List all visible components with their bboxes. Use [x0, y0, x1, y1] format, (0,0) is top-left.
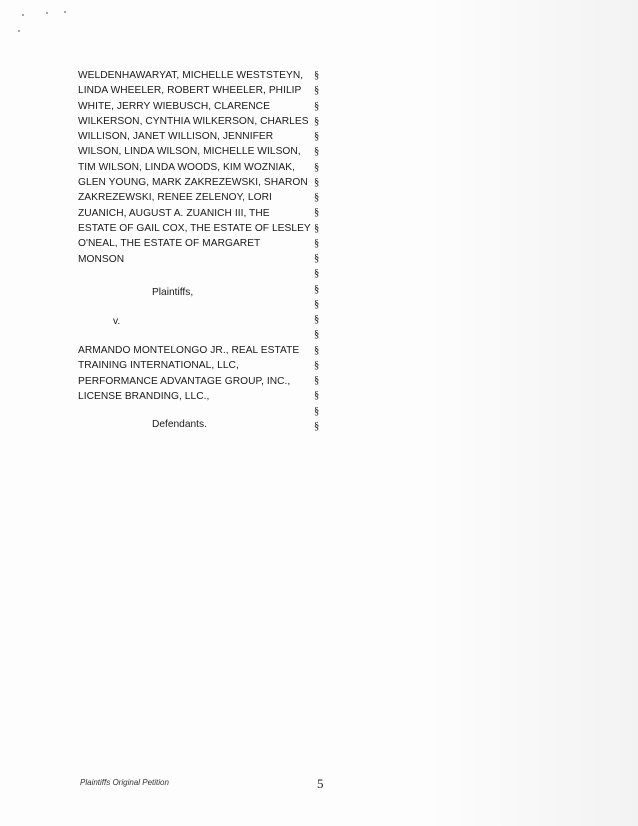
section-symbol: §: [314, 344, 320, 356]
defendants-label: Defendants.: [152, 419, 207, 430]
section-symbol: §: [314, 161, 320, 173]
footer-document-title: Plaintiffs Original Petition: [80, 778, 169, 787]
party-line: WILSON, LINDA WILSON, MICHELLE WILSON,: [78, 146, 301, 158]
party-line: WILLISON, JANET WILLISON, JENNIFER: [78, 131, 274, 143]
section-symbol: §: [314, 176, 320, 188]
party-line: ARMANDO MONTELONGO JR., REAL ESTATE: [78, 345, 300, 356]
party-line: MONSON: [78, 253, 125, 265]
plaintiffs-label: Plaintiffs,: [152, 287, 194, 298]
section-symbol-column: [314, 68, 324, 434]
section-symbol: §: [314, 70, 320, 81]
party-line: ZUANICH, AUGUST A. ZUANICH III, THE: [78, 207, 270, 219]
section-symbol: §: [314, 207, 320, 219]
versus-label: v.: [113, 316, 121, 327]
section-symbol: §: [314, 237, 320, 249]
scan-speck: [46, 12, 48, 14]
section-symbol: §: [314, 100, 320, 112]
party-line: O'NEAL, THE ESTATE OF MARGARET: [78, 238, 261, 250]
section-symbol: §: [314, 192, 320, 203]
section-symbol: §: [314, 85, 320, 97]
page-number: 5: [317, 776, 324, 791]
section-symbol: §: [314, 375, 320, 386]
section-symbol: §: [314, 131, 320, 142]
plaintiff-names: [78, 68, 310, 267]
section-symbol: §: [314, 405, 320, 417]
party-line: ESTATE OF GAIL COX, THE ESTATE OF LESLEY: [78, 222, 311, 234]
party-line: GLEN YOUNG, MARK ZAKREZEWSKI, SHARON: [78, 177, 308, 189]
section-symbol: §: [314, 314, 320, 325]
party-line: TRAINING INTERNATIONAL, LLC,: [78, 360, 239, 372]
section-symbol: §: [314, 420, 320, 432]
section-symbol: §: [314, 359, 320, 371]
section-symbol: §: [314, 222, 320, 234]
defendants-block: [78, 343, 310, 404]
party-line: WILKERSON, CYNTHIA WILKERSON, CHARLES: [78, 115, 309, 127]
defendant-names: [78, 343, 310, 404]
party-line: LICENSE BRANDING, LLC.,: [78, 390, 210, 402]
section-symbol: §: [314, 298, 320, 310]
party-line: PERFORMANCE ADVANTAGE GROUP, INC.,: [78, 375, 291, 387]
caption-parties: [78, 68, 310, 267]
party-line: ZAKREZEWSKI, RENEE ZELENOY, LORI: [78, 192, 272, 204]
section-symbol: §: [314, 146, 320, 158]
section-symbol: §: [314, 283, 320, 295]
party-line: WELDENHAWARYAT, MICHELLE WESTSTEYN,: [78, 70, 304, 81]
scan-speck: [22, 14, 24, 16]
section-symbol: §: [314, 390, 320, 402]
party-line: WHITE, JERRY WIEBUSCH, CLARENCE: [78, 100, 270, 112]
section-symbol: §: [314, 115, 320, 127]
party-line: TIM WILSON, LINDA WOODS, KIM WOZNIAK,: [78, 161, 295, 173]
section-symbol: §: [314, 329, 320, 341]
scan-speck: [64, 11, 66, 13]
section-symbol: §: [314, 268, 320, 280]
section-symbol: §: [314, 253, 320, 264]
scan-shading: [428, 0, 638, 826]
scan-speck: [18, 30, 20, 32]
party-line: LINDA WHEELER, ROBERT WHEELER, PHILIP: [78, 85, 302, 97]
